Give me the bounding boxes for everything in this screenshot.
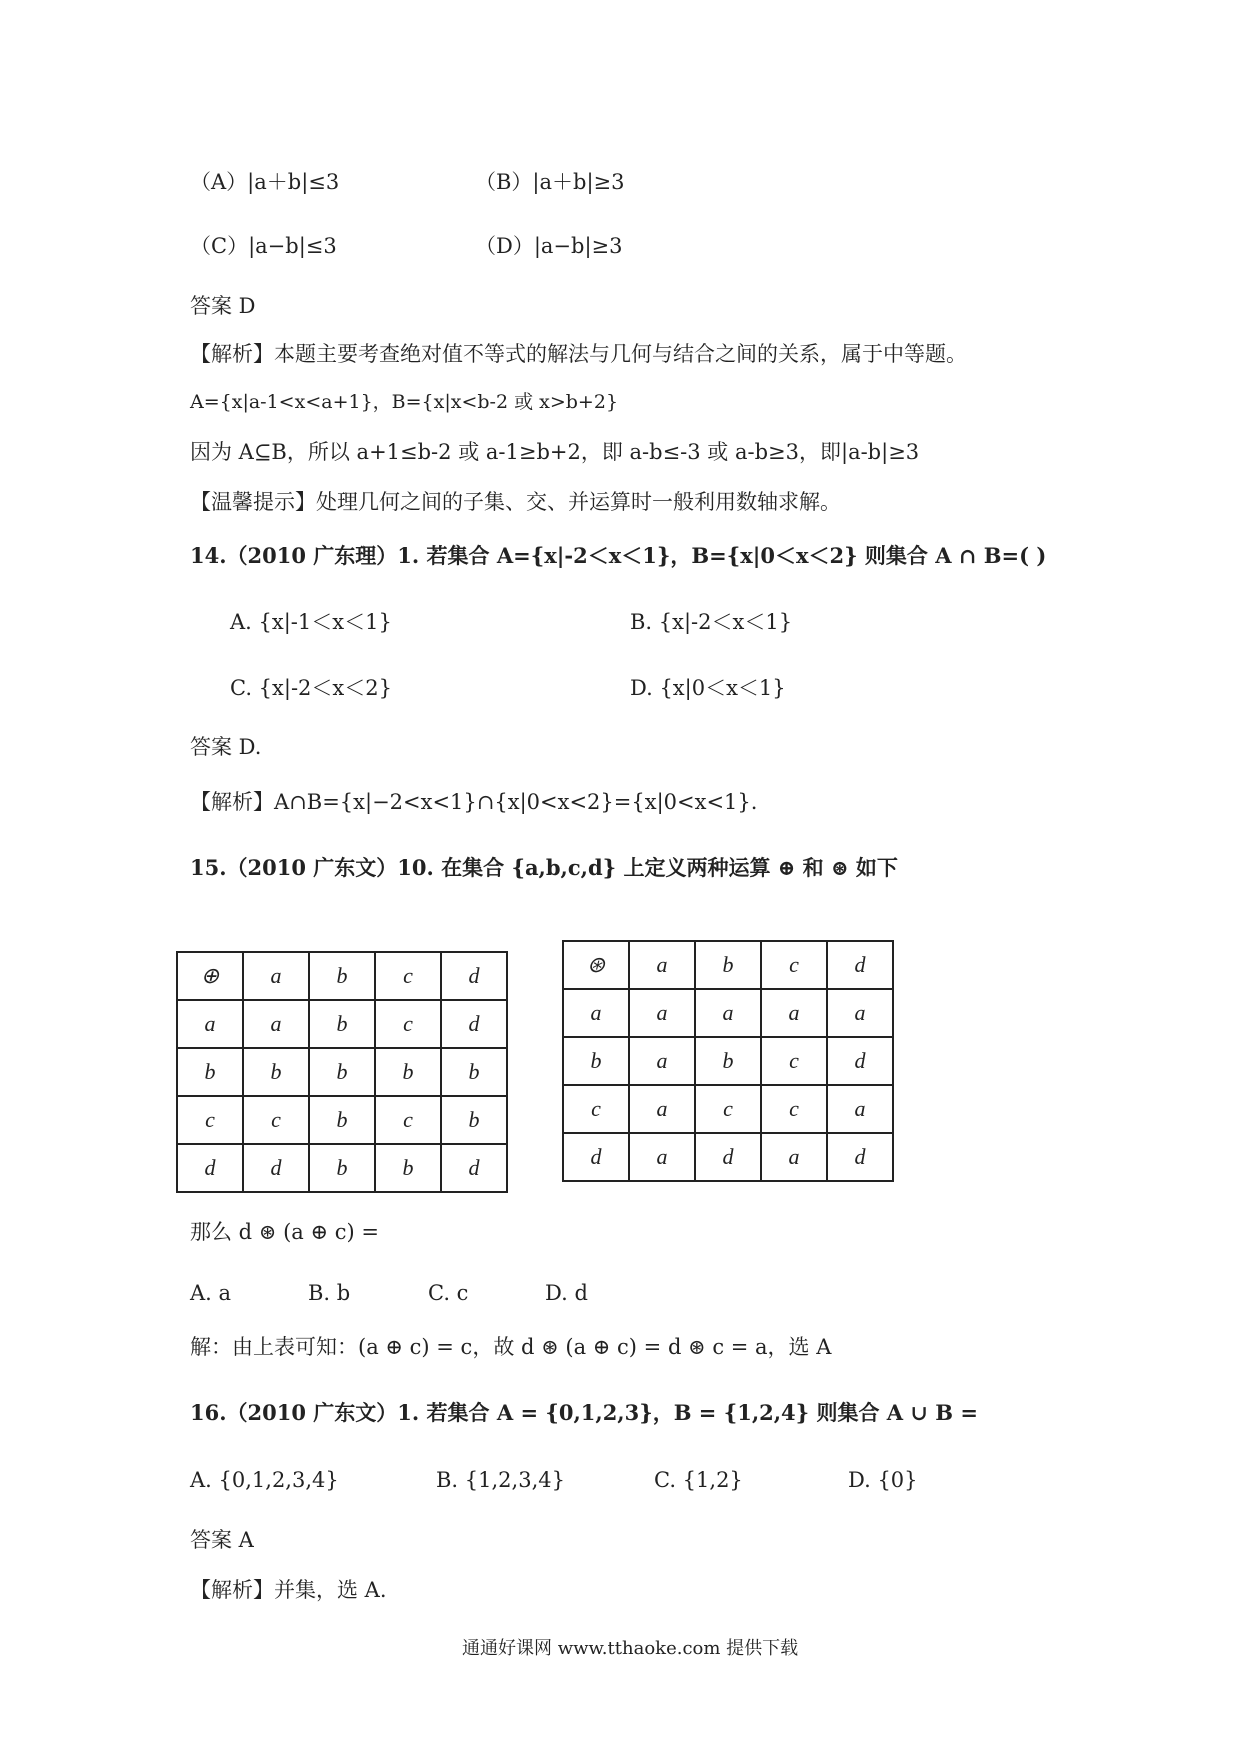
table-cell: b bbox=[441, 1048, 507, 1096]
q15-option-b: B. b bbox=[308, 1281, 351, 1305]
table-cell: a bbox=[761, 989, 827, 1037]
table-cell: c bbox=[761, 1037, 827, 1085]
q14-title: 14.（2010 广东理）1. 若集合 A={x|-2＜x＜1}，B={x|0＜x＜2} 则集合 A ∩ B=( ) bbox=[190, 543, 1047, 568]
table-row bbox=[563, 1085, 893, 1133]
table-cell: a bbox=[761, 1133, 827, 1181]
table-cell: d bbox=[827, 1037, 893, 1085]
table-cell: b bbox=[309, 1048, 375, 1096]
q16-option-a: A. {0,1,2,3,4} bbox=[190, 1468, 339, 1492]
table-cell: d bbox=[177, 1144, 243, 1192]
q13-option-c: （C）|a−b|≤3 bbox=[190, 234, 337, 258]
q16-analysis: 【解析】并集，选 A. bbox=[190, 1578, 387, 1602]
q14-option-a: A. {x|-1＜x＜1} bbox=[230, 610, 392, 634]
table-cell: b bbox=[309, 1144, 375, 1192]
q14-option-b: B. {x|-2＜x＜1} bbox=[630, 610, 793, 634]
q14-analysis: 【解析】A∩B={x|−2<x<1}∩{x|0<x<2}={x|0<x<1}. bbox=[190, 790, 758, 814]
table-cell: b bbox=[695, 941, 761, 989]
table-cell: b bbox=[309, 1000, 375, 1048]
q14-answer: 答案 D. bbox=[190, 735, 262, 759]
table-cell: a bbox=[243, 952, 309, 1000]
q16-option-d: D. {0} bbox=[848, 1468, 918, 1492]
table-cell: b bbox=[375, 1048, 441, 1096]
q13-analysis: 【解析】本题主要考查绝对值不等式的解法与几何与结合之间的关系，属于中等题。 bbox=[190, 342, 967, 366]
table-row bbox=[177, 1144, 507, 1192]
operation-table-plus bbox=[176, 951, 508, 1193]
q14-option-d: D. {x|0＜x＜1} bbox=[630, 676, 786, 700]
table-row bbox=[177, 952, 507, 1000]
table-cell: c bbox=[375, 952, 441, 1000]
table-cell: b bbox=[309, 1096, 375, 1144]
q15-option-d: D. d bbox=[545, 1281, 588, 1305]
table-row bbox=[563, 1037, 893, 1085]
table-cell: b bbox=[441, 1096, 507, 1144]
table-cell: c bbox=[375, 1096, 441, 1144]
table-cell: d bbox=[827, 1133, 893, 1181]
table-cell: a bbox=[177, 1000, 243, 1048]
q15-option-a: A. a bbox=[190, 1281, 232, 1305]
table-row bbox=[563, 989, 893, 1037]
table-cell: a bbox=[629, 989, 695, 1037]
table-cell: c bbox=[177, 1096, 243, 1144]
q13-reasoning-line: 因为 A⊆B，所以 a+1≤b-2 或 a-1≥b+2，即 a-b≤-3 或 a-b≥3，即|a-b|≥3 bbox=[190, 440, 920, 464]
table-cell: a bbox=[629, 1133, 695, 1181]
q15-solution: 解：由上表可知：(a ⊕ c) = c，故 d ⊛ (a ⊕ c) = d ⊛ c = a，选 A bbox=[190, 1335, 832, 1359]
q16-title: 16.（2010 广东文）1. 若集合 A = {0,1,2,3}，B = {1,2,4} 则集合 A ∪ B = bbox=[190, 1400, 978, 1425]
table-cell: d bbox=[695, 1133, 761, 1181]
operator-symbol-cell: ⊕ bbox=[177, 952, 243, 1000]
table-cell: a bbox=[563, 989, 629, 1037]
table-cell: a bbox=[629, 1085, 695, 1133]
table-cell: c bbox=[761, 941, 827, 989]
q13-sets-line: A={x|a-1<x<a+1}，B={x|x<b-2 或 x>b+2} bbox=[190, 391, 619, 413]
q13-option-b: （B）|a＋b|≥3 bbox=[475, 170, 625, 194]
q13-answer: 答案 D bbox=[190, 294, 256, 318]
table-cell: c bbox=[563, 1085, 629, 1133]
table-row bbox=[177, 1048, 507, 1096]
table-row bbox=[563, 1133, 893, 1181]
operator-symbol-cell: ⊛ bbox=[563, 941, 629, 989]
table-cell: a bbox=[629, 941, 695, 989]
table-cell: a bbox=[827, 989, 893, 1037]
table-row bbox=[177, 1096, 507, 1144]
q16-answer: 答案 A bbox=[190, 1528, 254, 1552]
table-cell: b bbox=[563, 1037, 629, 1085]
table-cell: c bbox=[761, 1085, 827, 1133]
table-cell: d bbox=[827, 941, 893, 989]
table-cell: d bbox=[243, 1144, 309, 1192]
q15-option-c: C. c bbox=[428, 1281, 469, 1305]
table-cell: a bbox=[629, 1037, 695, 1085]
operation-table-star bbox=[562, 940, 894, 1182]
q16-option-b: B. {1,2,3,4} bbox=[436, 1468, 565, 1492]
q16-option-c: C. {1,2} bbox=[654, 1468, 743, 1492]
table-row bbox=[563, 941, 893, 989]
table-cell: d bbox=[441, 952, 507, 1000]
q15-title: 15.（2010 广东文）10. 在集合 {a,b,c,d} 上定义两种运算 ⊕ 和 ⊛ 如下 bbox=[190, 855, 898, 880]
table-cell: c bbox=[243, 1096, 309, 1144]
table-cell: a bbox=[695, 989, 761, 1037]
table-cell: b bbox=[309, 952, 375, 1000]
q13-option-a: （A）|a＋b|≤3 bbox=[190, 170, 340, 194]
page-footer: 通通好课网 www.tthaoke.com 提供下载 bbox=[462, 1638, 799, 1659]
table-cell: d bbox=[441, 1144, 507, 1192]
q13-tip: 【温馨提示】处理几何之间的子集、交、并运算时一般利用数轴求解。 bbox=[190, 490, 841, 514]
table-cell: b bbox=[243, 1048, 309, 1096]
table-cell: b bbox=[177, 1048, 243, 1096]
table-cell: d bbox=[563, 1133, 629, 1181]
table-row bbox=[177, 1000, 507, 1048]
table-cell: b bbox=[375, 1144, 441, 1192]
q14-option-c: C. {x|-2＜x＜2} bbox=[230, 676, 392, 700]
table-cell: b bbox=[695, 1037, 761, 1085]
table-cell: d bbox=[441, 1000, 507, 1048]
q13-option-d: （D）|a−b|≥3 bbox=[475, 234, 623, 258]
table-cell: a bbox=[243, 1000, 309, 1048]
q15-question: 那么 d ⊛ (a ⊕ c) = bbox=[190, 1220, 379, 1244]
table-cell: c bbox=[695, 1085, 761, 1133]
table-cell: a bbox=[827, 1085, 893, 1133]
table-cell: c bbox=[375, 1000, 441, 1048]
